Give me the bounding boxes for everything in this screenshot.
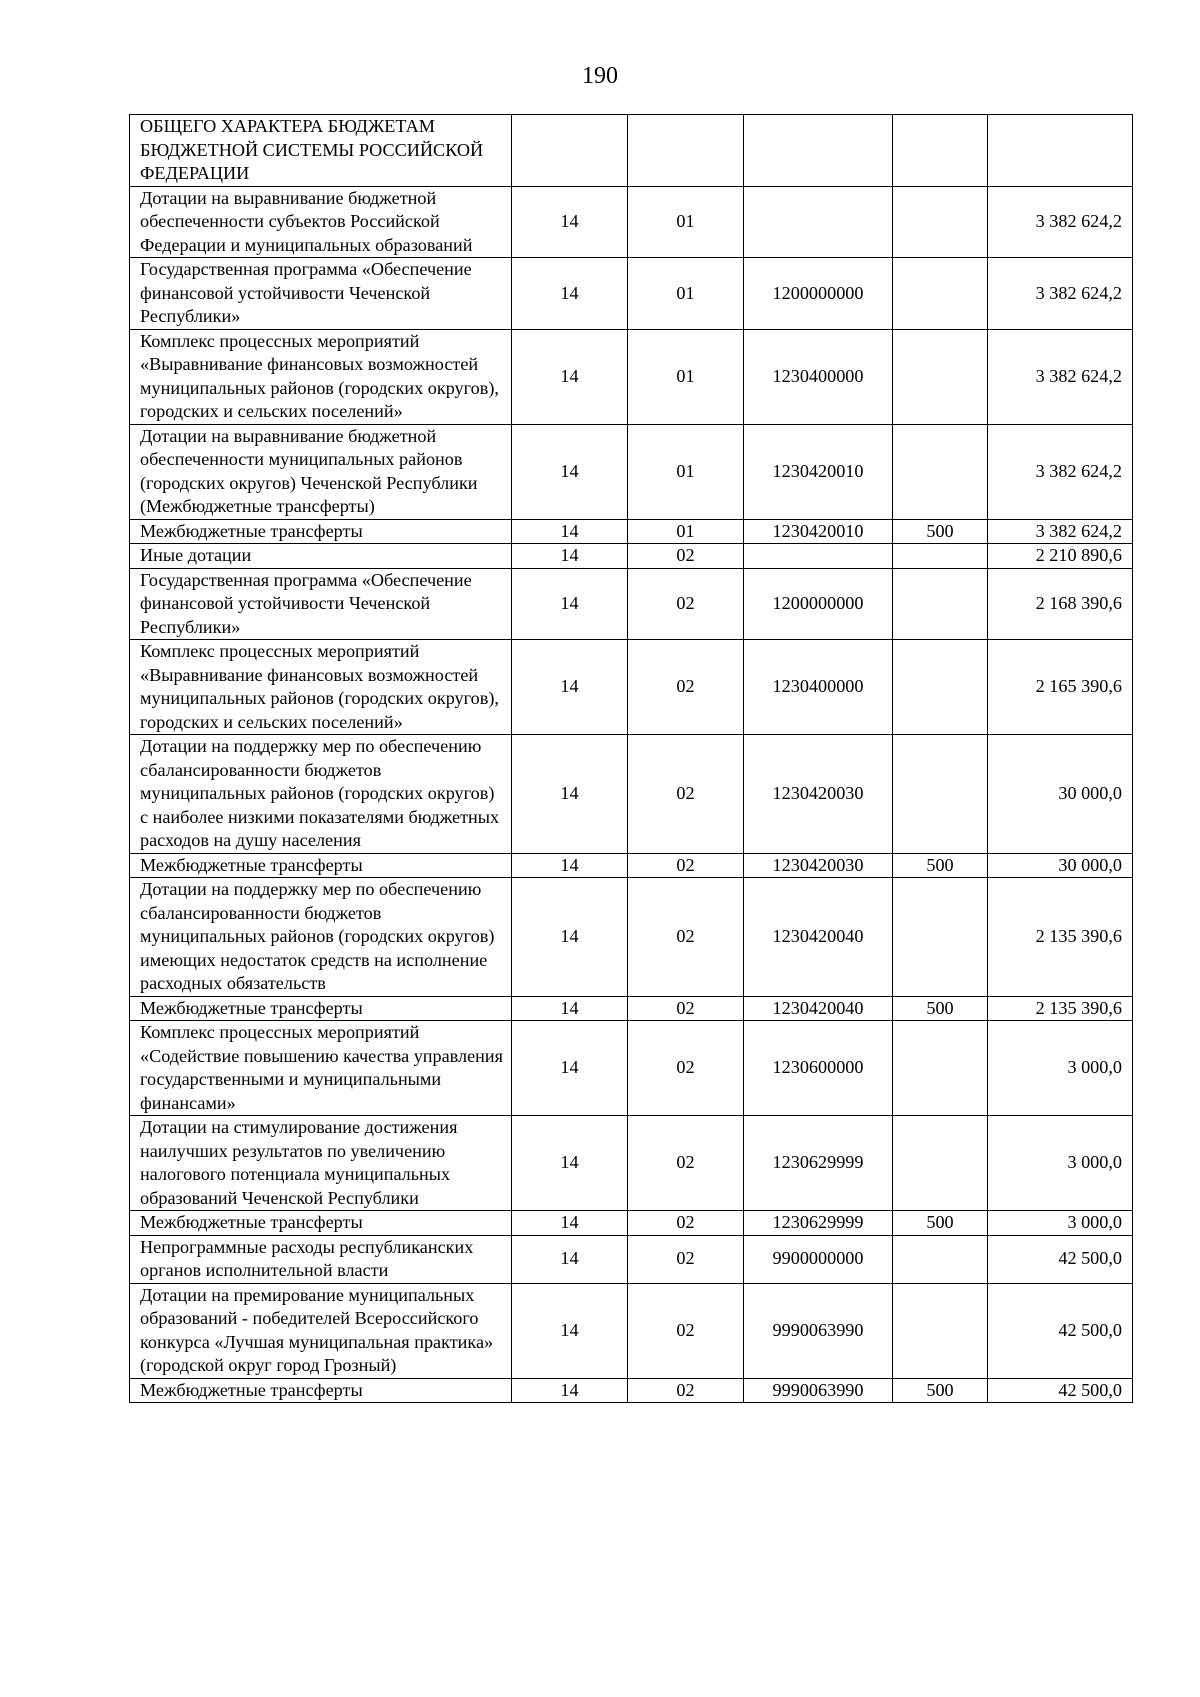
subsection-code-cell: 01: [628, 186, 744, 258]
row-name-cell: Комплекс процессных мероприятий «Содействие повышению качества управления государственными и муниципальными финансами»: [130, 1021, 512, 1116]
section-code-cell: 14: [512, 1021, 628, 1116]
row-name-cell: Дотации на выравнивание бюджетной обеспеченности муниципальных районов (городских округов) Чеченской Республики (Межбюджетные трансферты): [130, 424, 512, 519]
target-article-cell: 1230420030: [744, 735, 893, 854]
expense-type-cell: [893, 1235, 988, 1283]
section-code-cell: 14: [512, 186, 628, 258]
expense-type-cell: [893, 424, 988, 519]
amount-cell: 30 000,0: [988, 735, 1133, 854]
row-name-cell: Комплекс процессных мероприятий «Выравнивание финансовых возможностей муниципальных районов (городских округов), городских и сельских поселений»: [130, 640, 512, 735]
row-name-cell: Межбюджетные трансферты: [130, 1211, 512, 1236]
table-row: [130, 568, 1133, 640]
section-code-cell: 14: [512, 1283, 628, 1378]
target-article-cell: 9900000000: [744, 1235, 893, 1283]
row-name-cell: Иные дотации: [130, 544, 512, 569]
table-row: [130, 329, 1133, 424]
target-article-cell: 1230420040: [744, 996, 893, 1021]
target-article-cell: 1230600000: [744, 1021, 893, 1116]
expense-type-cell: [893, 1116, 988, 1211]
subsection-code-cell: 02: [628, 1211, 744, 1236]
row-name-cell: Дотации на премирование муниципальных образований - победителей Всероссийского конкурса «Лучшая муниципальная практика» (городской округ город Грозный): [130, 1283, 512, 1378]
amount-cell: 3 382 624,2: [988, 519, 1133, 544]
table-row: [130, 258, 1133, 330]
expense-type-cell: [893, 878, 988, 997]
subsection-code-cell: 02: [628, 1116, 744, 1211]
section-code-cell: 14: [512, 329, 628, 424]
row-name-cell: Дотации на стимулирование достижения наилучших результатов по увеличению налогового потенциала муниципальных образований Чеченской Республики: [130, 1116, 512, 1211]
table-row: [130, 186, 1133, 258]
expense-type-cell: [893, 1021, 988, 1116]
section-code-cell: 14: [512, 1378, 628, 1403]
subsection-code-cell: 01: [628, 329, 744, 424]
section-code-cell: 14: [512, 640, 628, 735]
target-article-cell: 1230420010: [744, 519, 893, 544]
section-code-cell: 14: [512, 544, 628, 569]
amount-cell: 2 135 390,6: [988, 878, 1133, 997]
table-row: [130, 115, 1133, 187]
expense-type-cell: [893, 640, 988, 735]
table-row: [130, 1283, 1133, 1378]
amount-cell: 42 500,0: [988, 1378, 1133, 1403]
table-row: [130, 1378, 1133, 1403]
table-row: [130, 853, 1133, 878]
target-article-cell: 1230629999: [744, 1116, 893, 1211]
expense-type-cell: 500: [893, 853, 988, 878]
amount-cell: 2 135 390,6: [988, 996, 1133, 1021]
section-code-cell: 14: [512, 519, 628, 544]
target-article-cell: 1230629999: [744, 1211, 893, 1236]
section-code-cell: 14: [512, 878, 628, 997]
subsection-code-cell: 02: [628, 853, 744, 878]
row-name-cell: Комплекс процессных мероприятий «Выравнивание финансовых возможностей муниципальных районов (городских округов), городских и сельских поселений»: [130, 329, 512, 424]
subsection-code-cell: 02: [628, 735, 744, 854]
amount-cell: [988, 115, 1133, 187]
target-article-cell: 1230420010: [744, 424, 893, 519]
subsection-code-cell: 01: [628, 424, 744, 519]
row-name-cell: Межбюджетные трансферты: [130, 996, 512, 1021]
expense-type-cell: [893, 329, 988, 424]
amount-cell: 3 000,0: [988, 1021, 1133, 1116]
amount-cell: 3 000,0: [988, 1116, 1133, 1211]
expense-type-cell: 500: [893, 996, 988, 1021]
row-name-cell: Непрограммные расходы республиканских органов исполнительной власти: [130, 1235, 512, 1283]
section-code-cell: 14: [512, 1116, 628, 1211]
amount-cell: 30 000,0: [988, 853, 1133, 878]
amount-cell: 3 382 624,2: [988, 258, 1133, 330]
table-row: [130, 519, 1133, 544]
table-row: [130, 424, 1133, 519]
row-name-cell: ОБЩЕГО ХАРАКТЕРА БЮДЖЕТАМ БЮДЖЕТНОЙ СИСТЕМЫ РОССИЙСКОЙ ФЕДЕРАЦИИ: [130, 115, 512, 187]
expense-type-cell: [893, 735, 988, 854]
amount-cell: 2 168 390,6: [988, 568, 1133, 640]
section-code-cell: 14: [512, 853, 628, 878]
subsection-code-cell: 01: [628, 519, 744, 544]
page-number: 190: [582, 63, 618, 89]
row-name-cell: Дотации на выравнивание бюджетной обеспеченности субъектов Российской Федерации и муниципальных образований: [130, 186, 512, 258]
table-row: [130, 878, 1133, 997]
table-row: [130, 1235, 1133, 1283]
amount-cell: 42 500,0: [988, 1235, 1133, 1283]
target-article-cell: 9990063990: [744, 1378, 893, 1403]
target-article-cell: 1230400000: [744, 640, 893, 735]
subsection-code-cell: 02: [628, 1378, 744, 1403]
row-name-cell: Межбюджетные трансферты: [130, 1378, 512, 1403]
subsection-code-cell: 02: [628, 544, 744, 569]
row-name-cell: Дотации на поддержку мер по обеспечению сбалансированности бюджетов муниципальных районов (городских округов) имеющих недостаток средств на исполнение расходных обязательств: [130, 878, 512, 997]
table-row: [130, 735, 1133, 854]
amount-cell: 2 210 890,6: [988, 544, 1133, 569]
target-article-cell: 1230420040: [744, 878, 893, 997]
section-code-cell: 14: [512, 258, 628, 330]
subsection-code-cell: [628, 115, 744, 187]
subsection-code-cell: 01: [628, 258, 744, 330]
target-article-cell: [744, 544, 893, 569]
expense-type-cell: [893, 544, 988, 569]
target-article-cell: [744, 115, 893, 187]
target-article-cell: 1200000000: [744, 258, 893, 330]
subsection-code-cell: 02: [628, 878, 744, 997]
section-code-cell: 14: [512, 568, 628, 640]
expense-type-cell: [893, 568, 988, 640]
amount-cell: 42 500,0: [988, 1283, 1133, 1378]
section-code-cell: [512, 115, 628, 187]
expense-type-cell: 500: [893, 1211, 988, 1236]
subsection-code-cell: 02: [628, 1235, 744, 1283]
expense-type-cell: [893, 258, 988, 330]
subsection-code-cell: 02: [628, 1283, 744, 1378]
target-article-cell: [744, 186, 893, 258]
table-row: [130, 1116, 1133, 1211]
amount-cell: 3 382 624,2: [988, 186, 1133, 258]
row-name-cell: Межбюджетные трансферты: [130, 853, 512, 878]
amount-cell: 3 382 624,2: [988, 329, 1133, 424]
expense-type-cell: [893, 115, 988, 187]
target-article-cell: 1200000000: [744, 568, 893, 640]
amount-cell: 3 000,0: [988, 1211, 1133, 1236]
row-name-cell: Межбюджетные трансферты: [130, 519, 512, 544]
section-code-cell: 14: [512, 1211, 628, 1236]
subsection-code-cell: 02: [628, 996, 744, 1021]
section-code-cell: 14: [512, 424, 628, 519]
row-name-cell: Дотации на поддержку мер по обеспечению сбалансированности бюджетов муниципальных районов (городских округов) с наиболее низкими показателями бюджетных расходов на душу населения: [130, 735, 512, 854]
section-code-cell: 14: [512, 996, 628, 1021]
table-row: [130, 1021, 1133, 1116]
amount-cell: 2 165 390,6: [988, 640, 1133, 735]
subsection-code-cell: 02: [628, 1021, 744, 1116]
target-article-cell: 9990063990: [744, 1283, 893, 1378]
section-code-cell: 14: [512, 1235, 628, 1283]
expense-type-cell: 500: [893, 1378, 988, 1403]
expense-type-cell: 500: [893, 519, 988, 544]
section-code-cell: 14: [512, 735, 628, 854]
row-name-cell: Государственная программа «Обеспечение финансовой устойчивости Чеченской Республики»: [130, 568, 512, 640]
budget-table: [129, 114, 1133, 1403]
table-row: [130, 544, 1133, 569]
subsection-code-cell: 02: [628, 640, 744, 735]
budget-table-body: [130, 115, 1133, 1403]
target-article-cell: 1230420030: [744, 853, 893, 878]
expense-type-cell: [893, 1283, 988, 1378]
table-row: [130, 1211, 1133, 1236]
table-row: [130, 640, 1133, 735]
amount-cell: 3 382 624,2: [988, 424, 1133, 519]
subsection-code-cell: 02: [628, 568, 744, 640]
table-row: [130, 996, 1133, 1021]
row-name-cell: Государственная программа «Обеспечение финансовой устойчивости Чеченской Республики»: [130, 258, 512, 330]
target-article-cell: 1230400000: [744, 329, 893, 424]
expense-type-cell: [893, 186, 988, 258]
